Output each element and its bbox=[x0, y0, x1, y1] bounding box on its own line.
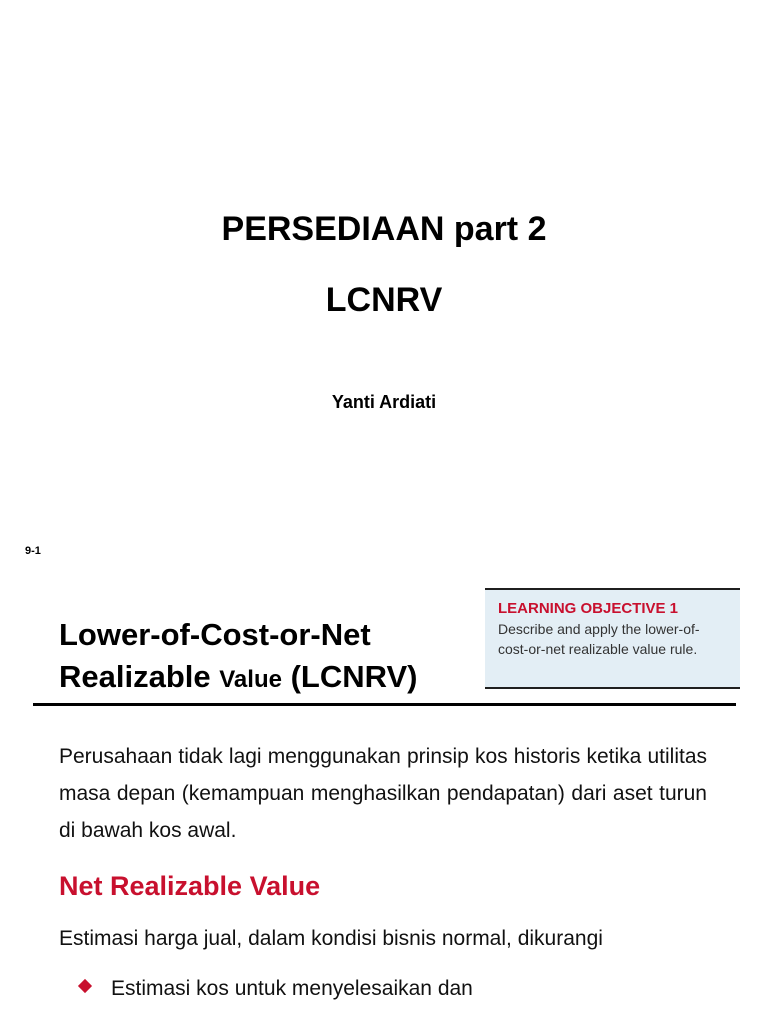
title-divider bbox=[33, 703, 736, 706]
nrv-definition: Estimasi harga jual, dalam kondisi bisnis normal, dikurangi bbox=[59, 927, 603, 950]
slide-number: 9-1 bbox=[25, 545, 41, 557]
content-title-line2c: (LCNRV) bbox=[281, 659, 418, 694]
author-name: Yanti Ardiati bbox=[331, 392, 437, 412]
diamond-bullet-icon bbox=[78, 979, 92, 993]
bullet-text: Estimasi kos untuk menyelesaikan dan bbox=[111, 977, 473, 1000]
learning-objective-box bbox=[485, 588, 740, 689]
slide-title: PERSEDIAAN part 2 bbox=[221, 210, 547, 248]
learning-objective-heading: LEARNING OBJECTIVE 1 bbox=[498, 600, 679, 617]
content-title bbox=[59, 614, 479, 701]
content-title-line1: Lower-of-Cost-or-Net bbox=[59, 617, 371, 652]
content-slide bbox=[0, 576, 768, 1024]
bullet-item bbox=[80, 974, 473, 1004]
nrv-heading: Net Realizable Value bbox=[59, 871, 321, 901]
intro-paragraph: Perusahaan tidak lagi menggunakan prinsip kos historis ketika utilitas masa depan (kemampuan menghasilkan pendapatan) dari aset turun di bawah kos awal. bbox=[59, 745, 707, 842]
slide-subtitle: LCNRV bbox=[325, 281, 443, 319]
learning-objective-text: Describe and apply the lower-of-cost-or-net realizable value rule. bbox=[498, 621, 700, 657]
content-title-line2b: Value bbox=[219, 666, 282, 693]
content-title-line2a: Realizable bbox=[59, 659, 220, 694]
